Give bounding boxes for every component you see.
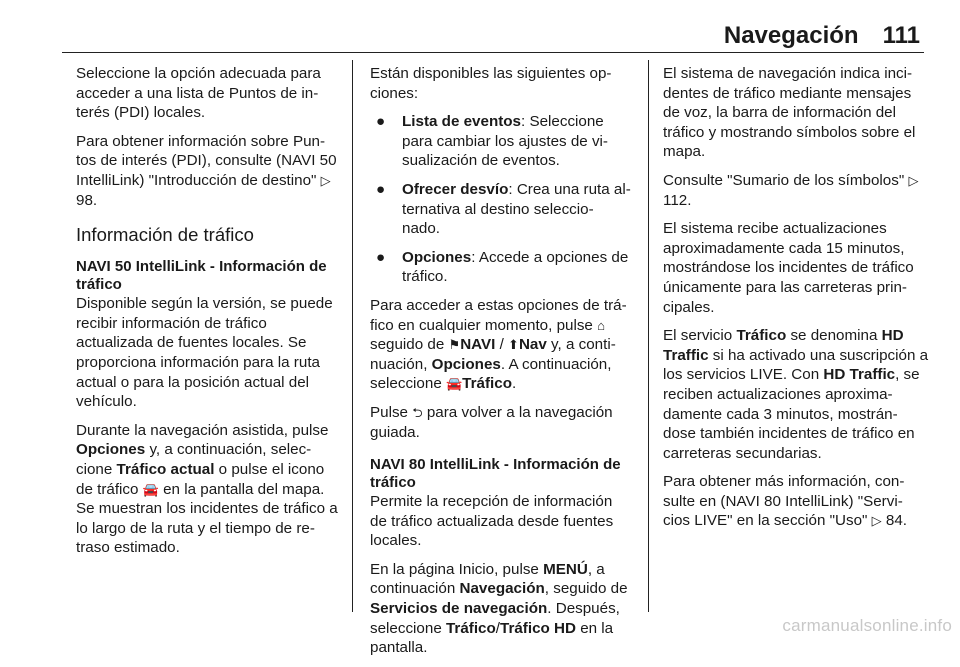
text: El servicio: [663, 327, 737, 345]
paragraph: El sistema recibe actualizaciones aproximadamente cada 15 minutos, mostrándose los incidentes de tráfico únicamente para las carreteras prin- cipales.: [663, 220, 914, 316]
text: y, a conti- nuación,: [370, 336, 616, 373]
term-servicios-navegacion: Servicios de navegación: [370, 600, 548, 618]
list-text: : Accede a opciones de tráfico.: [402, 248, 629, 286]
flag-icon: ⚑: [448, 337, 461, 353]
term-nav: Nav: [518, 336, 547, 354]
paragraph: [663, 326, 929, 463]
text: se denomina: [786, 327, 882, 345]
term-opciones: Opciones: [76, 441, 146, 459]
list-term: Lista de eventos: [402, 113, 522, 131]
text: En la página Inicio, pulse: [370, 560, 544, 578]
page-ref-icon: ▷: [320, 172, 331, 188]
text: o pulse el icono de tráfico: [76, 460, 325, 498]
term-opciones: Opciones: [431, 355, 501, 373]
text: .: [511, 375, 517, 393]
text: para volver a la navegación guiada.: [370, 403, 613, 441]
term-navi: NAVI: [460, 336, 496, 354]
column-divider-2: [648, 60, 649, 612]
page-ref: 98.: [76, 191, 98, 209]
back-icon: ⮌: [412, 404, 423, 420]
paragraph: [76, 421, 338, 558]
text: en la pantalla del mapa. Se muestran los incidentes de tráfico a lo largo de la ruta y el tiempo de re- traso estimado.: [76, 480, 338, 557]
paragraph: [663, 472, 929, 531]
column-3: [663, 64, 929, 540]
paragraph: Permite la recepción de información de tráfico actualizada desde fuentes locales.: [370, 493, 614, 550]
text: en la pantalla.: [370, 619, 614, 657]
traffic-icon: 🚘: [445, 376, 463, 392]
bullet-icon: ●: [376, 113, 386, 131]
nav-icon: ⬆: [508, 337, 519, 353]
term-trafico: Tráfico: [462, 375, 512, 393]
paragraph: Seleccione la opción adecuada para acceder a una lista de Puntos de in- terés (PDI) locales.: [76, 65, 321, 122]
text: Para obtener información sobre Pun- tos de interés (PDI), consulte (NAVI 50 IntelliLink) "Introducción de destino": [76, 132, 337, 189]
term-trafico: Tráfico: [445, 619, 496, 637]
term-trafico-actual: Tráfico actual: [116, 460, 215, 478]
paragraph: [370, 403, 632, 442]
column-2: [370, 64, 632, 667]
list-item: [370, 180, 632, 239]
list-term: Ofrecer desvío: [402, 180, 509, 198]
paragraph: [663, 171, 929, 210]
page-ref: 84.: [885, 512, 908, 530]
text: /: [495, 619, 501, 637]
list-item: [370, 248, 632, 287]
text: Consulte "Sumario de los símbolos": [663, 171, 909, 189]
paragraph: [76, 132, 338, 210]
term-trafico-hd: Tráfico HD: [500, 619, 576, 637]
paragraph: Disponible según la versión, se puede recibir información de tráfico actualizada de fuentes locales. Se proporciona información para la ruta actual o para la posición actual del vehículo.: [76, 295, 333, 411]
page-ref-icon: ▷: [871, 513, 882, 529]
term-navegacion: Navegación: [459, 580, 545, 598]
section-title: Navegación: [723, 22, 859, 49]
text: y, a continuación, selec- cione: [76, 441, 312, 478]
section-heading: Información de tráfico: [76, 224, 254, 246]
home-icon: ⌂: [597, 317, 605, 333]
list-item: [370, 112, 632, 171]
text: Pulse: [370, 403, 413, 421]
list-term: Opciones: [402, 248, 472, 266]
paragraph: [370, 296, 632, 394]
text: seguido de: [370, 336, 449, 354]
traffic-icon: 🚘: [142, 481, 159, 497]
text: Durante la navegación asistida, pulse: [76, 421, 329, 439]
text: , se reciben actualizaciones aproxima- damente cada 3 minutos, mostrán- dose también incidentes de tráfico en carreteras secundarias.: [663, 366, 920, 462]
term-menu: MENÚ: [543, 560, 588, 578]
column-1: [76, 64, 338, 567]
paragraph: [370, 560, 632, 658]
text: Para obtener más información, con- sulte en (NAVI 80 IntelliLink) "Servi- cios LIVE" en la sección "Uso": [663, 473, 905, 530]
paragraph: Están disponibles las siguientes op- ciones:: [370, 65, 612, 102]
term-hd-traffic: HD Traffic: [663, 327, 904, 364]
bullet-icon: ●: [376, 180, 386, 198]
term-trafico: Tráfico: [736, 327, 787, 345]
header-rule: [62, 52, 924, 53]
subheading: NAVI 80 IntelliLink - Información de tráfico: [370, 456, 621, 492]
text: . Después, seleccione: [370, 600, 620, 637]
paragraph: El sistema de navegación indica inci- dentes de tráfico mediante mensajes de voz, la barra de información del tráfico y mostrando símbolos sobre el mapa.: [663, 65, 916, 161]
subheading: NAVI 50 IntelliLink - Información de tráfico: [76, 258, 327, 294]
watermark: carmanualsonline.info: [782, 616, 952, 635]
text: si ha activado una suscripción a los servicios LIVE. Con: [663, 346, 929, 384]
term-hd-traffic: HD Traffic: [823, 366, 896, 384]
page-ref: 112.: [663, 191, 692, 209]
page-ref-icon: ▷: [908, 172, 919, 188]
text: . A continuación, seleccione: [370, 355, 612, 393]
list-text: : Crea una ruta al- ternativa al destino seleccio- nado.: [402, 180, 631, 238]
text: , seguido de: [544, 580, 628, 598]
text: /: [495, 336, 509, 354]
page-number: 111: [882, 22, 920, 49]
text: , a continuación: [370, 560, 605, 598]
options-list: [370, 112, 632, 287]
page-header: [724, 22, 920, 50]
list-text: : Seleccione para cambiar los ajustes de vi- sualización de eventos.: [402, 113, 608, 170]
bullet-icon: ●: [376, 248, 386, 266]
text: Para acceder a estas opciones de trá- fico en cualquier momento, pulse: [370, 296, 627, 334]
column-divider-1: [352, 60, 353, 612]
